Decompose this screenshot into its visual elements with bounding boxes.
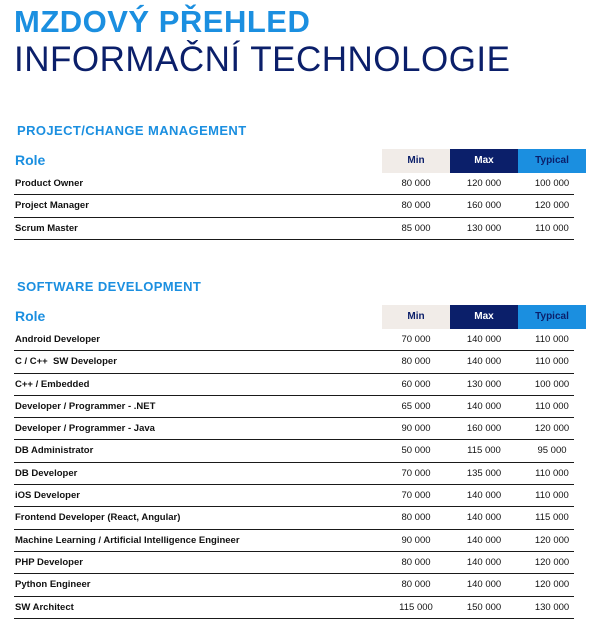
typical-salary: 110 000: [535, 467, 569, 479]
max-salary: 130 000: [466, 222, 502, 234]
role-name: Scrum Master: [15, 222, 78, 234]
min-salary: 80 000: [401, 200, 431, 212]
typical-salary: 110 000: [535, 490, 569, 502]
role-name: Product Owner: [15, 178, 84, 189]
max-salary: 140 000: [466, 490, 502, 502]
typical-salary: 110 000: [535, 222, 569, 234]
column-header-role: Role: [15, 308, 46, 324]
section-title: PROJECT/CHANGE MANAGEMENT: [17, 123, 247, 138]
role-name: Machine Learning / Artificial Intelligence Engineer: [15, 534, 240, 546]
max-salary: 140 000: [466, 534, 502, 546]
table-row: [14, 195, 574, 217]
typical-salary: 120 000: [534, 534, 570, 546]
column-header-min: Min: [382, 149, 450, 173]
role-name: PHP Developer: [15, 556, 83, 568]
max-salary: 160 000: [466, 200, 502, 212]
typical-salary: 95 000: [537, 445, 567, 457]
max-salary: 130 000: [466, 378, 502, 390]
table-row: [14, 173, 574, 195]
section-project-change-management: [14, 123, 574, 240]
typical-salary: 100 000: [534, 178, 570, 189]
typical-salary: 110 000: [535, 334, 569, 345]
role-name: C++ / Embedded: [15, 378, 90, 390]
role-name: DB Administrator: [15, 445, 94, 457]
role-name: iOS Developer: [15, 490, 80, 502]
min-salary: 90 000: [401, 534, 431, 546]
typical-salary: 110 000: [535, 356, 569, 368]
role-name: Developer / Programmer - Java: [15, 423, 155, 435]
min-salary: 115 000: [399, 601, 433, 613]
role-name: Python Engineer: [15, 579, 91, 591]
max-salary: 140 000: [466, 556, 502, 568]
section-software-development: [14, 279, 574, 619]
table-header: [14, 149, 574, 173]
table-row: [14, 507, 574, 529]
page-title: MZDOVÝ PŘEHLED: [14, 4, 311, 39]
max-salary: 140 000: [466, 579, 502, 591]
table-row: [14, 530, 574, 552]
table-row: [14, 418, 574, 440]
column-header-min: Min: [382, 305, 450, 329]
max-salary: 140 000: [466, 334, 502, 345]
table-body: [14, 173, 574, 240]
role-name: Developer / Programmer - .NET: [15, 400, 156, 412]
table-body: [14, 329, 574, 619]
typical-salary: 100 000: [534, 378, 570, 390]
column-header-role: Role: [15, 152, 46, 168]
table-row: [14, 574, 574, 596]
min-salary: 65 000: [401, 400, 431, 412]
table-row: [14, 440, 574, 462]
max-salary: 150 000: [466, 601, 502, 613]
typical-salary: 120 000: [534, 556, 570, 568]
column-header-typical: Typical: [518, 149, 586, 173]
role-name: C / C++ SW Developer: [15, 356, 117, 368]
table-row: [14, 552, 574, 574]
min-salary: 80 000: [401, 356, 431, 368]
max-salary: 120 000: [466, 178, 502, 189]
min-salary: 80 000: [401, 512, 431, 524]
typical-salary: 110 000: [535, 400, 569, 412]
column-header-max: Max: [450, 305, 518, 329]
typical-salary: 120 000: [534, 579, 570, 591]
min-salary: 50 000: [401, 445, 431, 457]
role-name: SW Architect: [15, 601, 74, 613]
max-salary: 140 000: [466, 356, 502, 368]
table-row: [14, 374, 574, 396]
table-row: [14, 218, 574, 240]
min-salary: 90 000: [401, 423, 431, 435]
table-row: [14, 351, 574, 373]
typical-salary: 120 000: [534, 200, 570, 212]
section-title: SOFTWARE DEVELOPMENT: [17, 279, 202, 294]
role-name: DB Developer: [15, 467, 78, 479]
max-salary: 140 000: [466, 512, 502, 524]
table-row: [14, 485, 574, 507]
min-salary: 80 000: [401, 579, 431, 591]
min-salary: 85 000: [401, 222, 431, 234]
max-salary: 140 000: [466, 400, 502, 412]
min-salary: 80 000: [401, 556, 431, 568]
table-row: [14, 396, 574, 418]
column-header-typical: Typical: [518, 305, 586, 329]
role-name: Frontend Developer (React, Angular): [15, 512, 181, 524]
column-header-max: Max: [450, 149, 518, 173]
min-salary: 80 000: [401, 178, 431, 189]
max-salary: 115 000: [467, 445, 501, 457]
min-salary: 60 000: [401, 378, 431, 390]
typical-salary: 115 000: [535, 512, 569, 524]
typical-salary: 130 000: [534, 601, 570, 613]
table-row: [14, 463, 574, 485]
table-row: [14, 329, 574, 351]
role-name: Android Developer: [15, 334, 100, 345]
min-salary: 70 000: [401, 490, 431, 502]
role-name: Project Manager: [15, 200, 89, 212]
max-salary: 135 000: [466, 467, 502, 479]
table-header: [14, 305, 574, 329]
min-salary: 70 000: [401, 467, 431, 479]
typical-salary: 120 000: [534, 423, 570, 435]
page-subtitle: INFORMAČNÍ TECHNOLOGIE: [14, 40, 511, 79]
max-salary: 160 000: [466, 423, 502, 435]
table-row: [14, 597, 574, 619]
min-salary: 70 000: [401, 334, 431, 345]
